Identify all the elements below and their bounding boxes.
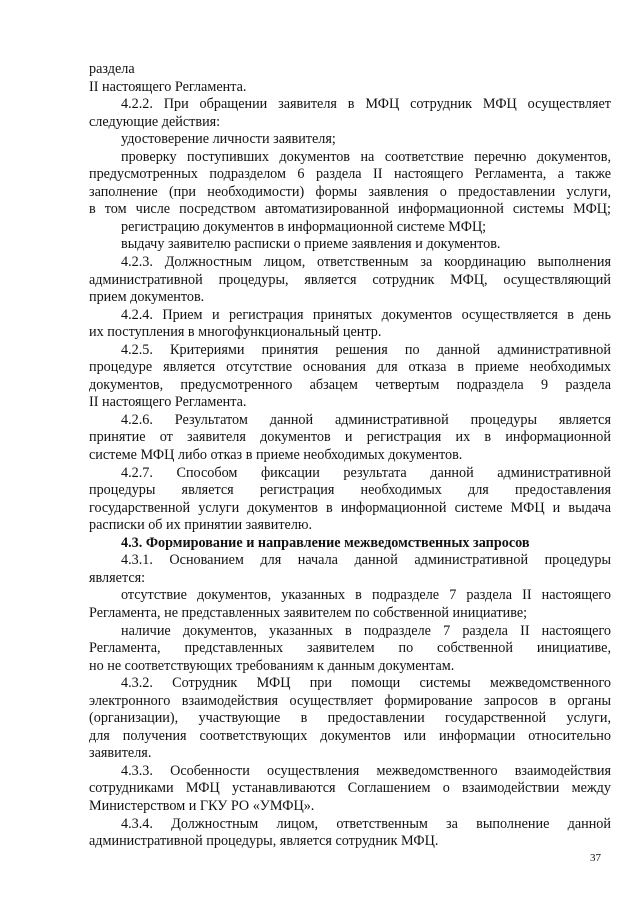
text-line: 4.2.5. Критериями принятия решения по данной административной [121, 341, 611, 358]
text-line: государственной услуги документов в информационной системе МФЦ и выдача [89, 499, 611, 516]
text-line: их поступления в многофункциональный центр. [89, 324, 382, 341]
text-line: электронного взаимодействия осуществляет формирование запросов в органы [89, 692, 611, 709]
text-line: 4.2.6. Результатом данной административной процедуры является [121, 411, 611, 428]
text-line: заполнение (при необходимости) формы заявления о предоставлении услуги, [89, 183, 611, 200]
text-line: отсутствие документов, указанных в подразделе 7 раздела II настоящего [121, 587, 611, 604]
section-heading: 4.3. Формирование и направление межведомственных запросов [121, 534, 530, 551]
text-line: следующие действия: [89, 113, 221, 130]
text-line: процедуре является отсутствие основания для отказа в приеме необходимых [89, 359, 611, 376]
text-line: 4.3.2. Сотрудник МФЦ при помощи системы межведомственного [121, 675, 611, 692]
text-line: наличие документов, указанных в подразделе 7 раздела II настоящего [121, 622, 611, 639]
text-line: (организации), участвующие в предоставлении государственной услуги, [89, 710, 611, 727]
text-line: выдачу заявителю расписки о приеме заявления и документов. [121, 236, 501, 253]
text-line: регистрацию документов в информационной системе МФЦ; [121, 218, 487, 235]
text-line: процедуры является регистрация необходимых для предоставления [89, 482, 611, 499]
text-line: Министерством и ГКУ РО «УМФЦ». [89, 797, 315, 814]
text-line: принятие от заявителя документов и регистрация их в информационной [89, 429, 611, 446]
text-line: 4.2.7. Способом фиксации результата данной административной [121, 464, 611, 481]
text-line: 4.3.3. Особенности осуществления межведомственного взаимодействия [121, 762, 611, 779]
text-line: но не соответствующих требованиям к данным документам. [89, 657, 455, 674]
text-line: раздела [89, 61, 135, 77]
text-line: административной процедуры, является сотрудник МФЦ, осуществляющий [89, 271, 611, 288]
text-line: 4.2.3. Должностным лицом, ответственным за координацию выполнения [121, 254, 611, 271]
text-line: 4.3.1. Основанием для начала данной административной процедуры [121, 552, 611, 569]
text-line: Регламента, представленных заявителем по собственной инициативе, [89, 640, 611, 657]
text-line: II настоящего Регламента. [89, 394, 247, 411]
text-line: в том числе посредством автоматизированной информационной системы МФЦ; [89, 201, 611, 218]
page-number: 37 [590, 852, 601, 864]
text-line: является: [89, 569, 146, 586]
document-body [89, 61, 611, 851]
text-line: 4.2.2. При обращении заявителя в МФЦ сотрудник МФЦ осуществляет [121, 96, 611, 113]
text-line: расписки об их принятии заявителю. [89, 517, 313, 534]
text-line: документов, предусмотренного абзацем четвертым подраздела 9 раздела [89, 376, 611, 393]
text-line: предусмотренных подразделом 6 раздела II настоящего Регламента, а также [89, 166, 611, 183]
text-line: 4.2.4. Прием и регистрация принятых документов осуществляется в день [121, 306, 611, 323]
text-line: системе МФЦ либо отказ в приеме необходимых документов. [89, 447, 463, 464]
text-line: для получения соответствующих документов или информации относительно [89, 727, 611, 744]
text-line: сотрудниками МФЦ устанавливаются Соглашением о взаимодействии между [89, 780, 611, 797]
text-line: 4.3.4. Должностным лицом, ответственным за выполнение данной [121, 815, 611, 832]
text-line: заявителя. [89, 745, 152, 762]
text-line: II настоящего Регламента. [89, 78, 247, 95]
text-line: административной процедуры, является сотрудник МФЦ. [89, 833, 439, 850]
text-line: Регламента, не представленных заявителем по собственной инициативе; [89, 604, 528, 621]
text-line: проверку поступивших документов на соответствие перечню документов, [121, 148, 611, 165]
text-line: прием документов. [89, 289, 205, 306]
text-line: удостоверение личности заявителя; [121, 131, 336, 148]
